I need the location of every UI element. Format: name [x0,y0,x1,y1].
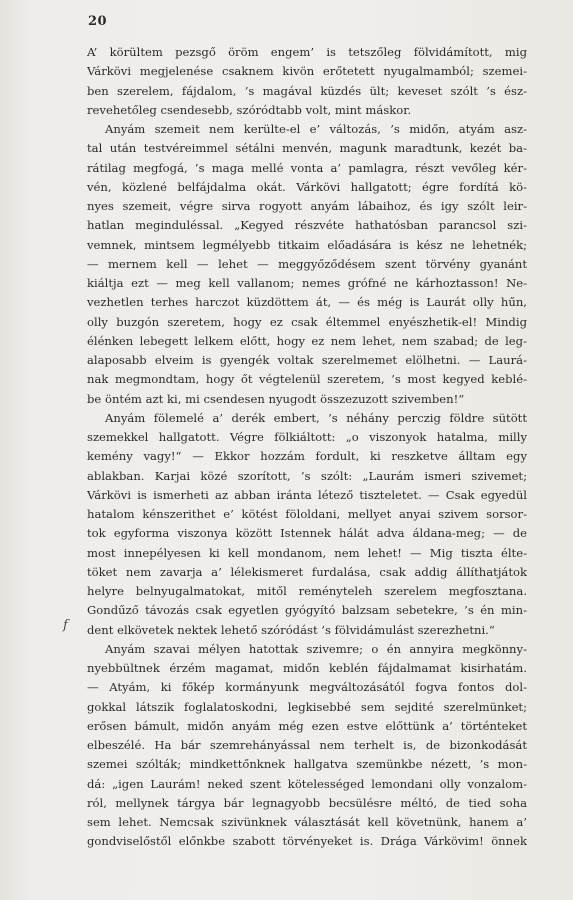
text-line: vén, közlené belfájdalma okát. Várkövi hallgatott; égre fordítá kö- [87,179,527,194]
text-line: elbeszélé. Ha bár szemrehányással nem terhelt is, de bizonkodását [87,738,527,752]
text-line: — Atyám, ki főkép kormányunk megváltozásától fogva fontos dol- [87,680,527,695]
text-line: A’ körültem pezsgő öröm engem’ is tetszőleg fölvidámított, mig [87,45,527,59]
text-line: nyes szemeit, végre sirva rogyott anyám lábaihoz, és igy szólt leir- [87,199,527,213]
text-line: Anyám szemeit nem kerülte-el e’ változás, ’s midőn, atyám asz- [105,122,527,136]
text-line: kemény vagy!“ — Ekkor hozzám fordult, ki reszketve álltam egy [87,449,527,464]
text-line: hatalom kénszerithet e’ kötést föloldani, mellyet anyai szivem sorsor- [87,507,527,521]
text-line: be öntém azt ki, mi csendesen nyugodt összezuzott szivemben!“ [87,391,465,406]
text-line: olly buzgón szeretem, hogy ez csak éltemmel enyészhetik-el! Mindig [87,314,527,329]
margin-annotation: 𝑓 [63,618,68,633]
text-line: ablakban. Karjai közé szorított, ’s szólt: „Laurám ismeri szivemet; [87,468,527,483]
text-line: most innepélyesen ki kell mondanom, nem lehet! — Mig tiszta élte- [87,545,527,560]
text-line: rátilag megfogá, ’s maga mellé vonta a’ pamlagra, részt vevőleg kér- [87,160,527,175]
text-line: ról, mellynek tárgya bár legnagyobb becsülésre méltó, de tied soha [87,795,527,810]
text-line: gokkal látszik foglalatoskodni, legkisebbé sem sejdité szerelmünket; [87,699,527,714]
text-line: — mernem kell — lehet — meggyőződésem szent törvény gyanánt [87,256,527,271]
text-line: ben szerelem, fájdalom, ’s magával küzdés ült; keveset szólt ’s ész- [87,83,527,98]
text-line: szemei szólták; mindkettőnknek hallgatva szemünkbe nézett, ’s mon- [87,757,527,772]
text-line: nyebbültnek érzém magamat, midőn keblén fájdalmamat kisirhatám. [87,661,527,675]
text-line: vemnek, mintsem legmélyebb titkaim előadására is kész ne lehetnék; [87,237,527,252]
text-line: vezhetlen terhes harczot küzdöttem át, — és még is Laurát olly hűn, [87,295,527,310]
text-line: Várkövi megjelenése csaknem kivön erőtetett nyugalmamból; szemei- [87,64,527,79]
text-line: revehetőleg csendesebb, szóródtabb volt, mint máskor. [87,102,412,117]
text-line: hatlan meginduléssal. „Kegyed részvéte hathatósban parancsol szi- [87,218,527,233]
text-line: sem lehet. Nemcsak szivünknek választását kell követnünk, hanem a’ [87,815,527,829]
text-line: Anyám fölemelé a’ derék embert, ’s néhány perczig földre sütött [105,410,527,425]
text-line: helyre belnyugalmatokat, mitől reményteleh szerelem megfosztana. [87,584,527,598]
text-line: Gondűző távozás csak egyetlen gyógyító balzsam sebetekre, ’s én min- [87,603,527,618]
text-line: nak megmondtam, hogy őt végtelenül szeretem, ’s most kegyed keblé- [87,372,527,387]
text-line: alaposabb elveim is gyengék voltak szerelmemet elölhetni. — Laurá- [87,353,527,367]
text-line: kiáltja ezt — meg kell vallanom; nemes grófné ne kárhoztasson! Ne- [87,276,527,290]
text-line: dent elkövetek nektek lehető szóródást ’s fölvidámulást szerezhetni.“ [87,622,495,637]
text-line: tal után testvéreimmel sétálni menvén, magunk maradtunk, kezét ba- [87,141,527,156]
text-line: Anyám szavai mélyen hatottak szivemre; o én annyira megkönny- [105,641,527,656]
text-line: szemekkel hallgatott. Végre fölkiáltott: „o viszonyok hatalma, milly [87,430,527,444]
text-line: tok egyforma viszonya között Istennek hálát adva áldana-meg; — de [87,526,527,541]
body-text [87,43,527,852]
text-line: erősen bámult, midőn anyám még ezen estve előttünk a’ történteket [87,718,527,733]
text-line: dá: „igen Laurám! neked szent kötelességed lemondani olly vonzalom- [87,776,527,791]
text-line: töket nem zavarja a’ lélekismeret furdalása, csak addig állíthatjátok [87,564,527,579]
page-number: 20 [88,14,108,29]
text-line: gondviselőstől előnkbe szabott törvényeket is. Drága Várkövim! önnek [87,834,527,849]
text-line: élénken lebegett lelkem előtt, hogy ez nem lehet, nem szabad; de leg- [87,333,527,348]
text-line: Várkövi is ismerheti az abban iránta létező tiszteletet. — Csak egyedül [87,487,527,502]
